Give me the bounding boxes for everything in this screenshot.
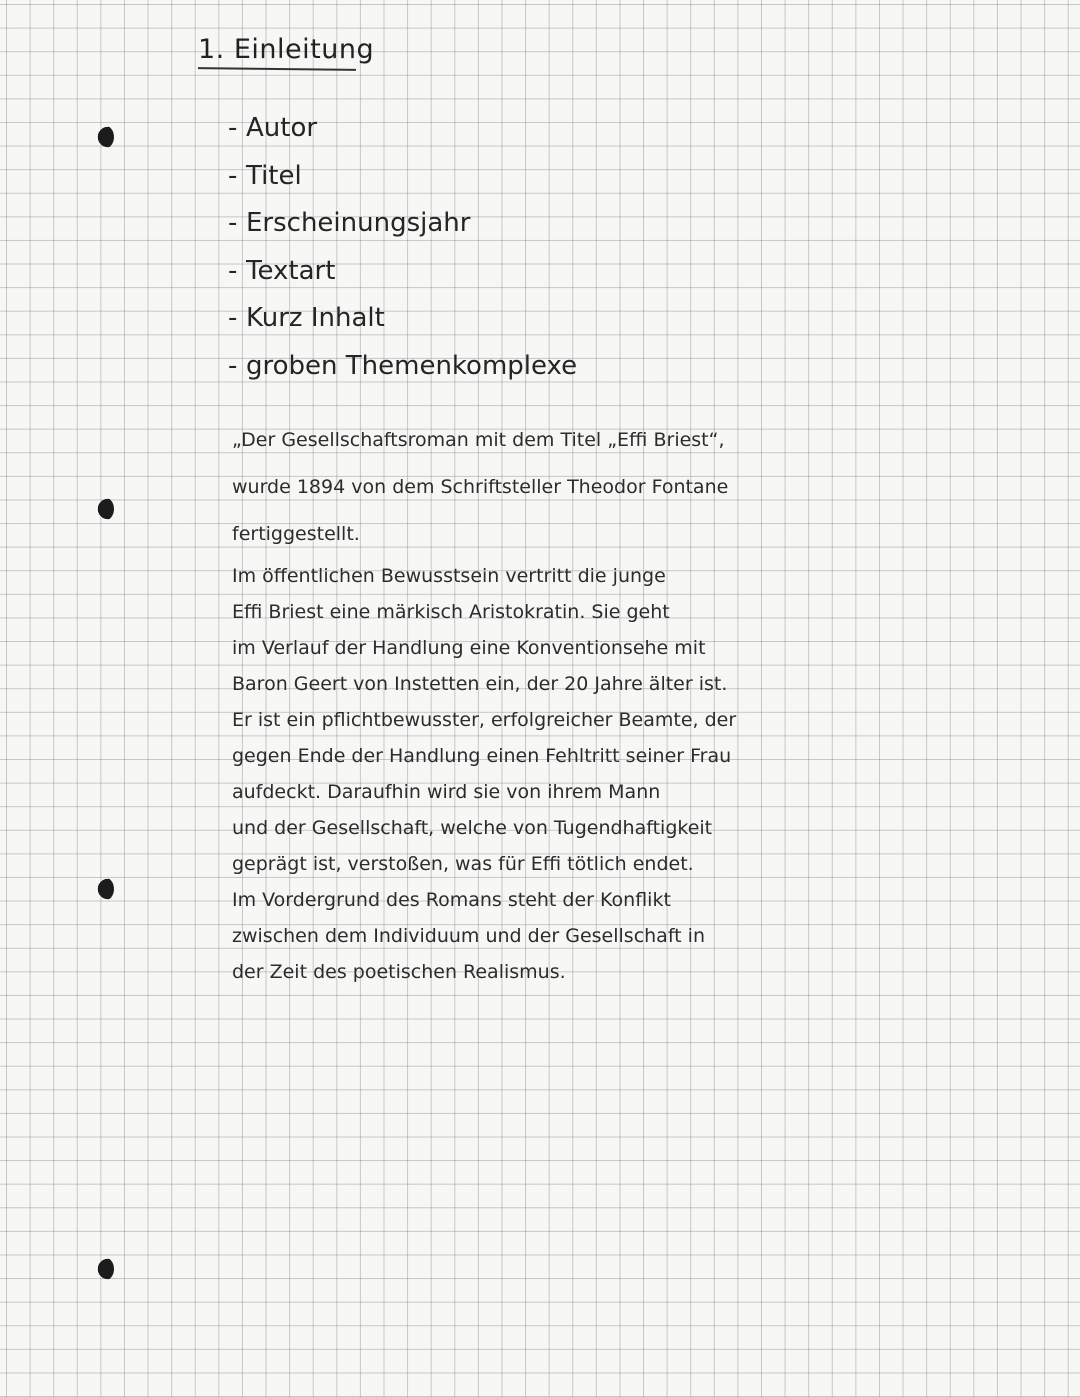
list-item	[228, 298, 577, 346]
paragraph-line: fertiggestellt.	[232, 523, 360, 545]
punch-hole	[94, 125, 114, 149]
punch-hole	[94, 1257, 114, 1281]
paragraph-line: im Verlauf der Handlung eine Konventionsehe mit	[232, 637, 706, 659]
outline-item-label: Titel	[246, 160, 302, 191]
outline-list	[228, 108, 577, 393]
paragraph-line: zwischen dem Individuum und der Gesellschaft in	[232, 925, 705, 947]
dash-icon: -	[228, 160, 238, 191]
paragraph-line: Im öffentlichen Bewusstsein vertritt die junge	[232, 565, 666, 587]
punch-hole	[94, 497, 114, 521]
paragraph-line: gegen Ende der Handlung einen Fehltritt seiner Frau	[232, 745, 732, 767]
paragraph-line: wurde 1894 von dem Schriftsteller Theodor Fontane	[232, 476, 729, 498]
list-item	[228, 346, 577, 394]
dash-icon: -	[228, 350, 238, 381]
dash-icon: -	[228, 255, 238, 286]
paragraph-line: Er ist ein pflichtbewusster, erfolgreicher Beamte, der	[232, 709, 737, 731]
paragraph-line: Im Vordergrund des Romans steht der Konflikt	[232, 889, 671, 911]
list-item	[228, 251, 577, 299]
paragraph-line: „Der Gesellschaftsroman mit dem Titel „Effi Briest“,	[232, 429, 725, 451]
list-item	[228, 203, 577, 251]
dash-icon: -	[228, 303, 238, 333]
list-item	[228, 108, 577, 156]
paragraph-line: Baron Geert von Instetten ein, der 20 Jahre älter ist.	[232, 673, 728, 695]
paragraph-line: geprägt ist, verstoßen, was für Effi tötlich endet.	[232, 853, 694, 875]
intro-paragraph	[232, 420, 872, 993]
page-title: 1. Einleitung	[198, 34, 375, 65]
paragraph-line: aufdeckt. Daraufhin wird sie von ihrem Mann	[232, 781, 661, 803]
paragraph-line: Effi Briest eine märkisch Aristokratin. Sie geht	[232, 601, 670, 623]
paragraph-line: und der Gesellschaft, welche von Tugendhaftigkeit	[232, 817, 713, 839]
paragraph-line: der Zeit des poetischen Realismus.	[232, 961, 566, 983]
dash-icon: -	[228, 208, 238, 238]
dash-icon: -	[228, 113, 238, 143]
outline-item-label: Textart	[246, 255, 336, 286]
title-underline	[198, 67, 356, 71]
outline-item-label: Erscheinungsjahr	[246, 208, 471, 238]
outline-item-label: Kurz Inhalt	[246, 303, 385, 333]
outline-item-label: Autor	[246, 113, 318, 143]
list-item	[228, 156, 577, 204]
punch-hole	[94, 877, 114, 901]
outline-item-label: groben Themenkomplexe	[246, 350, 578, 381]
